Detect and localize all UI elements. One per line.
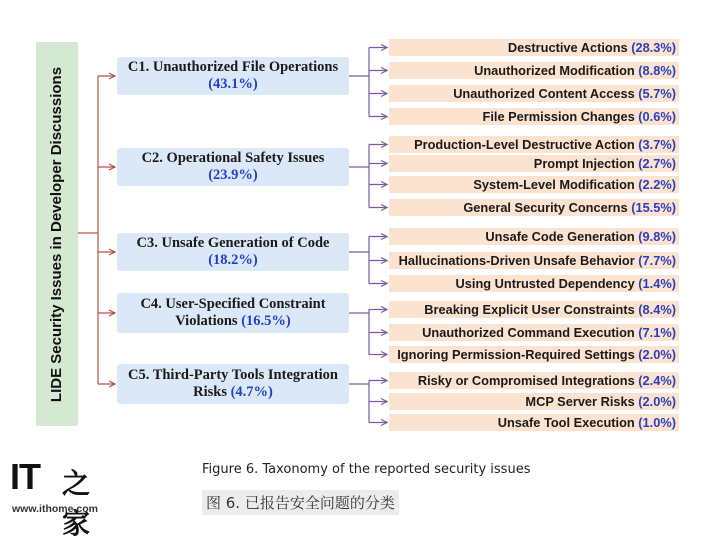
leaf-percent: (8.4%) [638, 302, 676, 317]
leaf-node [389, 228, 679, 245]
leaf-label: Breaking Explicit User Constraints [424, 302, 639, 317]
leaf-node [389, 108, 679, 125]
category-title: C1. Unauthorized File Operations [127, 59, 339, 75]
leaf-label: Using Untrusted Dependency [455, 276, 639, 291]
leaf-label: Unauthorized Modification [474, 63, 639, 78]
leaf-percent: (28.3%) [631, 40, 676, 55]
leaf-node [389, 301, 679, 318]
logo-brand-zh: 之家 [62, 467, 91, 540]
leaf-percent: (2.7%) [638, 156, 676, 171]
category-subline [117, 76, 349, 93]
leaf-percent: (5.7%) [638, 86, 676, 101]
category-node-c1 [117, 57, 349, 95]
category-title: C4. User-Specified Constraint [140, 296, 326, 312]
figure-caption: Figure 6. Taxonomy of the reported security issues [202, 462, 531, 477]
logo-url: www.ithome.com [12, 503, 98, 515]
leaf-node [389, 275, 679, 292]
category-subline [117, 313, 349, 330]
leaf-percent: (1.0%) [638, 415, 676, 430]
leaf-percent: (0.6%) [638, 109, 676, 124]
leaf-label: Ignoring Permission-Required Settings [397, 347, 639, 362]
leaf-node [389, 252, 679, 269]
category-title: C5. Third-Party Tools Integration [127, 367, 338, 383]
leaf-node [389, 62, 679, 79]
category-percent: (16.5%) [241, 313, 291, 329]
leaf-percent: (1.4%) [638, 276, 676, 291]
category-node-c2 [117, 148, 349, 186]
leaf-label: General Security Concerns [463, 200, 632, 215]
ithome-logo [10, 456, 110, 540]
leaf-node [389, 199, 679, 216]
leaf-label: Unsafe Tool Execution [497, 415, 639, 430]
leaf-percent: (9.8%) [638, 229, 676, 244]
category-node-c5 [117, 364, 349, 404]
leaf-label: Risky or Compromised Integrations [417, 373, 639, 388]
leaf-label: System-Level Modification [473, 177, 639, 192]
leaf-node [389, 155, 679, 172]
leaf-node [389, 414, 679, 431]
leaf-label: Destructive Actions [507, 40, 632, 55]
leaf-node [389, 372, 679, 389]
leaf-percent: (7.1%) [638, 325, 676, 340]
leaf-label: Unauthorized Command Execution [422, 325, 639, 340]
category-percent: (43.1%) [208, 76, 258, 92]
leaf-node [389, 346, 679, 363]
leaf-label: Production-Level Destructive Action [414, 137, 639, 152]
category-percent: (4.7%) [230, 384, 273, 400]
logo-brand: IT [10, 456, 40, 497]
leaf-percent: (2.0%) [638, 347, 676, 362]
leaf-percent: (2.0%) [638, 394, 676, 409]
leaf-percent: (8.8%) [638, 63, 676, 78]
category-node-c4 [117, 293, 349, 333]
leaf-percent: (2.4%) [638, 373, 676, 388]
leaf-percent: (3.7%) [638, 137, 676, 152]
category-subline [117, 252, 349, 269]
category-title: C3. Unsafe Generation of Code [136, 235, 330, 251]
leaf-label: Prompt Injection [533, 156, 639, 171]
leaf-label: Unauthorized Content Access [453, 86, 639, 101]
leaf-node [389, 85, 679, 102]
leaf-percent: (2.2%) [638, 177, 676, 192]
leaf-percent: (15.5%) [631, 200, 676, 215]
category-percent: (23.9%) [208, 167, 258, 183]
leaf-node [389, 324, 679, 341]
leaf-node [389, 393, 679, 410]
category-percent: (18.2%) [208, 252, 258, 268]
leaf-percent: (7.7%) [638, 253, 676, 268]
leaf-node [389, 136, 679, 153]
leaf-node [389, 39, 679, 56]
leaf-label: Unsafe Code Generation [485, 229, 639, 244]
category-node-c3 [117, 233, 349, 271]
root-node [36, 42, 78, 426]
leaf-label: MCP Server Risks [525, 394, 639, 409]
category-subline [117, 384, 349, 401]
category-title-continued: Risks [193, 384, 231, 400]
leaf-label: File Permission Changes [482, 109, 639, 124]
root-label: LIDE Security Issues in Developer Discussions [48, 66, 66, 402]
figure-caption-zh: 图 6. 已报告安全问题的分类 [202, 490, 399, 515]
category-subline [117, 167, 349, 184]
category-title-continued: Violations [175, 313, 242, 329]
category-title: C2. Operational Safety Issues [141, 150, 325, 166]
leaf-node [389, 176, 679, 193]
leaf-label: Hallucinations-Driven Unsafe Behavior [398, 253, 639, 268]
